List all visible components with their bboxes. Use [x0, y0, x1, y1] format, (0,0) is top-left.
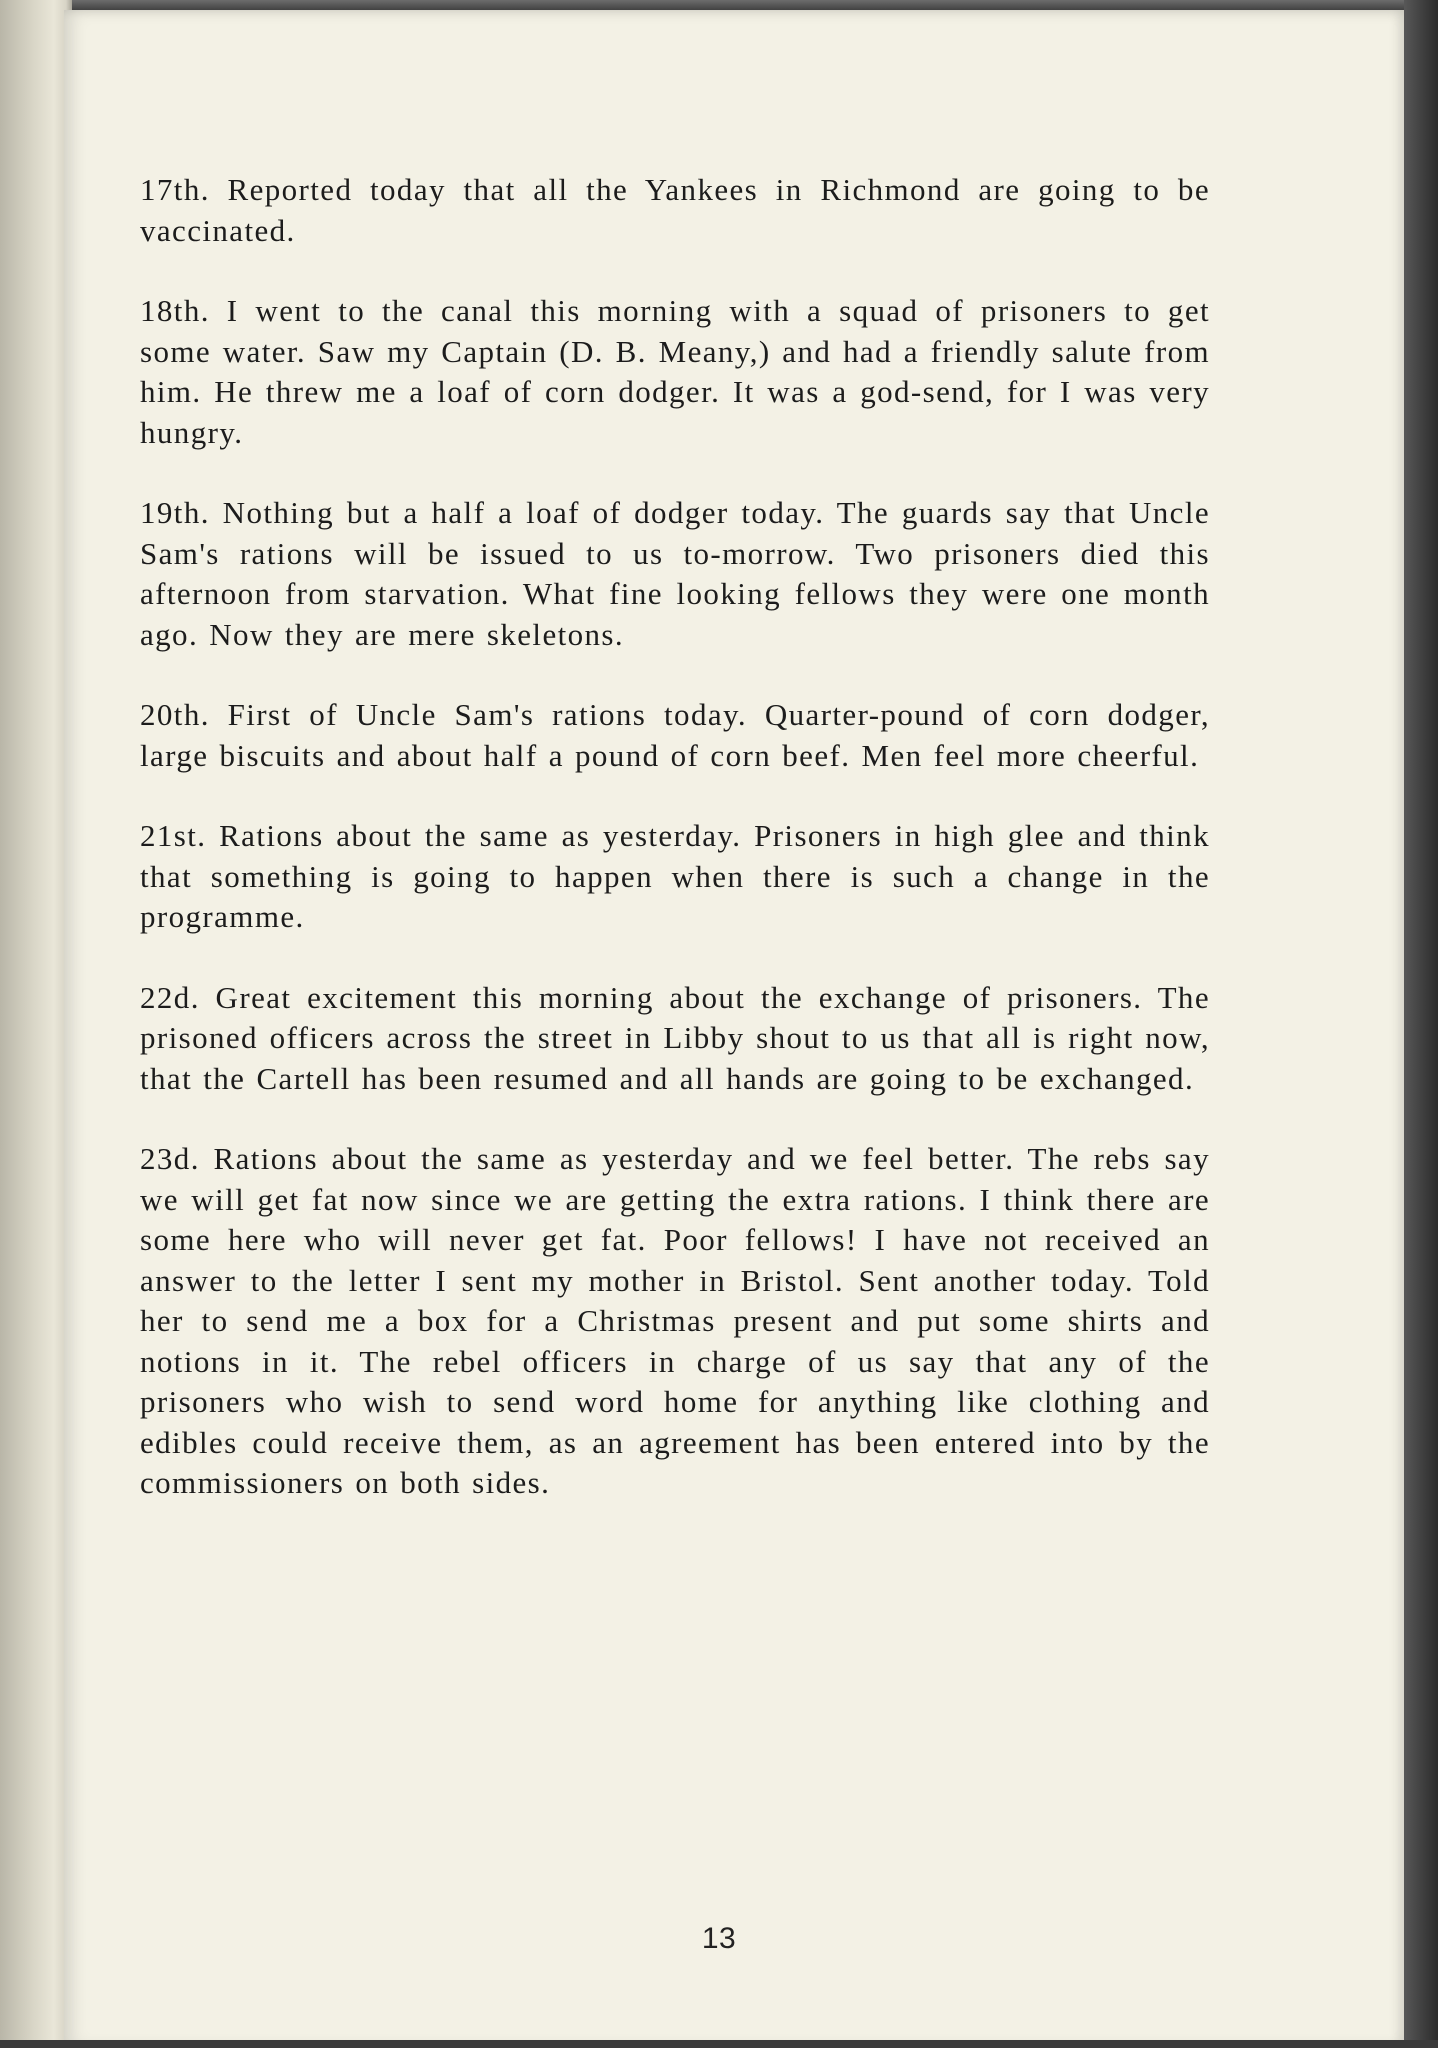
book-right-edge: [1404, 0, 1438, 2048]
book-bottom-edge: [0, 2040, 1438, 2048]
diary-entry-21st: 21st. Rations about the same as yesterday. Prisoners in high glee and think that something is going to happen when there is such a change in the programme.: [140, 818, 1210, 934]
diary-entry-20th: 20th. First of Uncle Sam's rations today. Quarter-pound of corn dodger, large biscuits and about half a pound of corn beef. Men feel more cheerful.: [140, 697, 1210, 773]
facing-page-edge: [0, 0, 72, 2048]
page-number: 13: [701, 1922, 737, 1955]
diary-entry-22d: 22d. Great excitement this morning about the exchange of prisoners. The prisoned officers across the street in Libby shout to us that all is right now, that the Cartell has been resumed and all hands are going to be exchanged.: [140, 979, 1210, 1096]
diary-text: [140, 170, 1210, 1544]
diary-entry-18th: 18th. I went to the canal this morning with a squad of prisoners to get some water. Saw my Captain (D. B. Meany,) and had a friendly salute from him. He threw me a loaf of corn dodger. It was a god-send, for I was very hungry.: [140, 293, 1210, 450]
diary-entry-23d: 23d. Rations about the same as yesterday and we feel better. The rebs say we will get fat now since we are getting the extra rations. I think there are some here who will never get fat. Poor fellows! I have not received an answer to the letter I sent my mother in Bristol. Sent another today. Told her to send me a box for a Christmas present and put some shirts and notions in it. The rebel officers in charge of us say that any of the prisoners who wish to send word home for anything like clothing and edibles could receive them, as an agreement has been entered into by the commissioners on both sides.: [140, 1141, 1210, 1500]
diary-entry-17th: 17th. Reported today that all the Yankees in Richmond are going to be vaccinated.: [140, 172, 1210, 248]
diary-entry-19th: 19th. Nothing but a half a loaf of dodger today. The guards say that Uncle Sam's rations will be issued to us to-morrow. Two prisoners died this afternoon from starvation. What fine looking fellows they were one month ago. Now they are mere skeletons.: [140, 495, 1210, 652]
